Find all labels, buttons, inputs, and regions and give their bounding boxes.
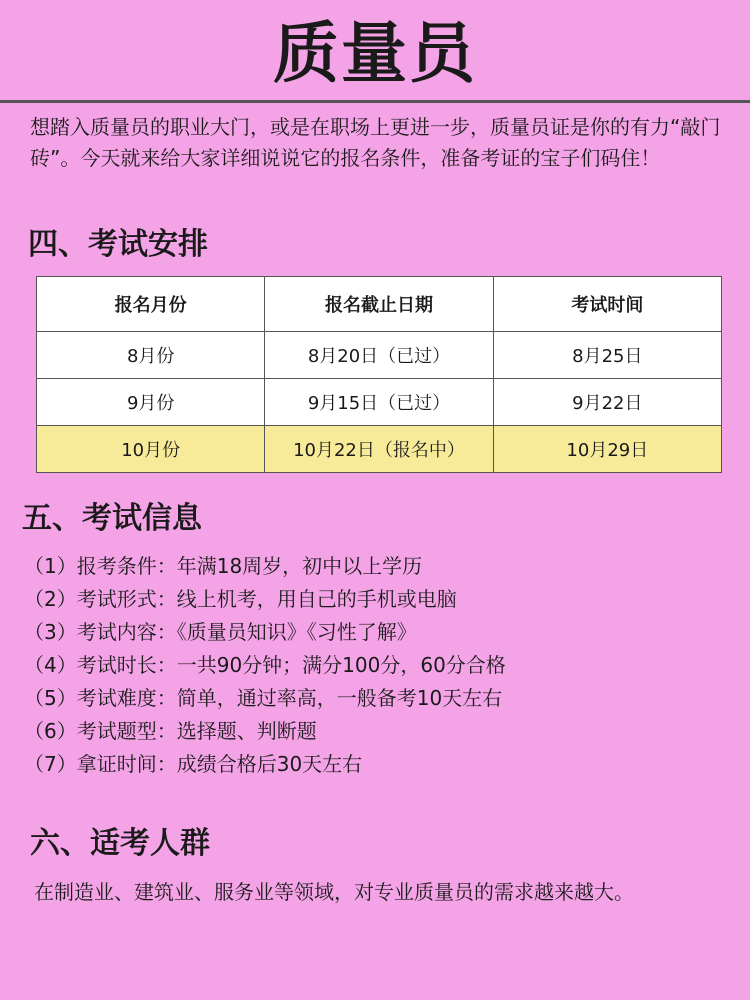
list-item: （3）考试内容：《质量员知识》《习性了解》 [24, 620, 417, 644]
list-item: （5）考试难度：简单，通过率高，一般备考10天左右 [24, 686, 503, 710]
list-item: （6）考试题型：选择题、判断题 [24, 719, 317, 743]
target-audience-paragraph: 在制造业、建筑业、服务业等领域，对专业质量员的需求越来越大。 [34, 880, 634, 904]
intro-paragraph: 想踏入质量员的职业大门，或是在职场上更进一步，质量员证是你的有力“敲门砖”。今天就来给大家详细说说它的报名条件，准备考证的宝子们码住！ [30, 115, 721, 170]
section-heading-exam-info: 五、考试信息 [22, 501, 202, 536]
list-item: （2）考试形式：线上机考，用自己的手机或电脑 [24, 587, 457, 611]
table-cell: 8月份 [37, 332, 265, 379]
table-cell: 9月22日 [493, 379, 721, 426]
section-heading-exam-schedule: 四、考试安排 [28, 227, 208, 262]
title-divider [0, 100, 750, 103]
exam-info-list [24, 550, 506, 781]
section-heading-target-audience: 六、适考人群 [30, 826, 210, 861]
column-header-exam-date: 考试时间 [493, 277, 721, 332]
table-cell: 10月22日（报名中） [265, 426, 493, 473]
table-cell: 9月份 [37, 379, 265, 426]
column-header-registration-deadline: 报名截止日期 [265, 277, 493, 332]
list-item: （7）拿证时间：成绩合格后30天左右 [24, 752, 363, 776]
table-cell: 9月15日（已过） [265, 379, 493, 426]
table-cell: 10月29日 [493, 426, 721, 473]
page-title: 质量员 [273, 14, 477, 92]
table-cell: 10月份 [37, 426, 265, 473]
table-cell: 8月20日（已过） [265, 332, 493, 379]
table-row-highlighted [37, 426, 722, 473]
list-item: （1）报考条件：年满18周岁，初中以上学历 [24, 554, 423, 578]
table-cell: 8月25日 [493, 332, 721, 379]
table-header-row [37, 277, 722, 332]
list-item: （4）考试时长：一共90分钟；满分100分，60分合格 [24, 653, 506, 677]
table-row [37, 379, 722, 426]
column-header-registration-month: 报名月份 [37, 277, 265, 332]
exam-schedule-table [36, 276, 722, 473]
table-row [37, 332, 722, 379]
